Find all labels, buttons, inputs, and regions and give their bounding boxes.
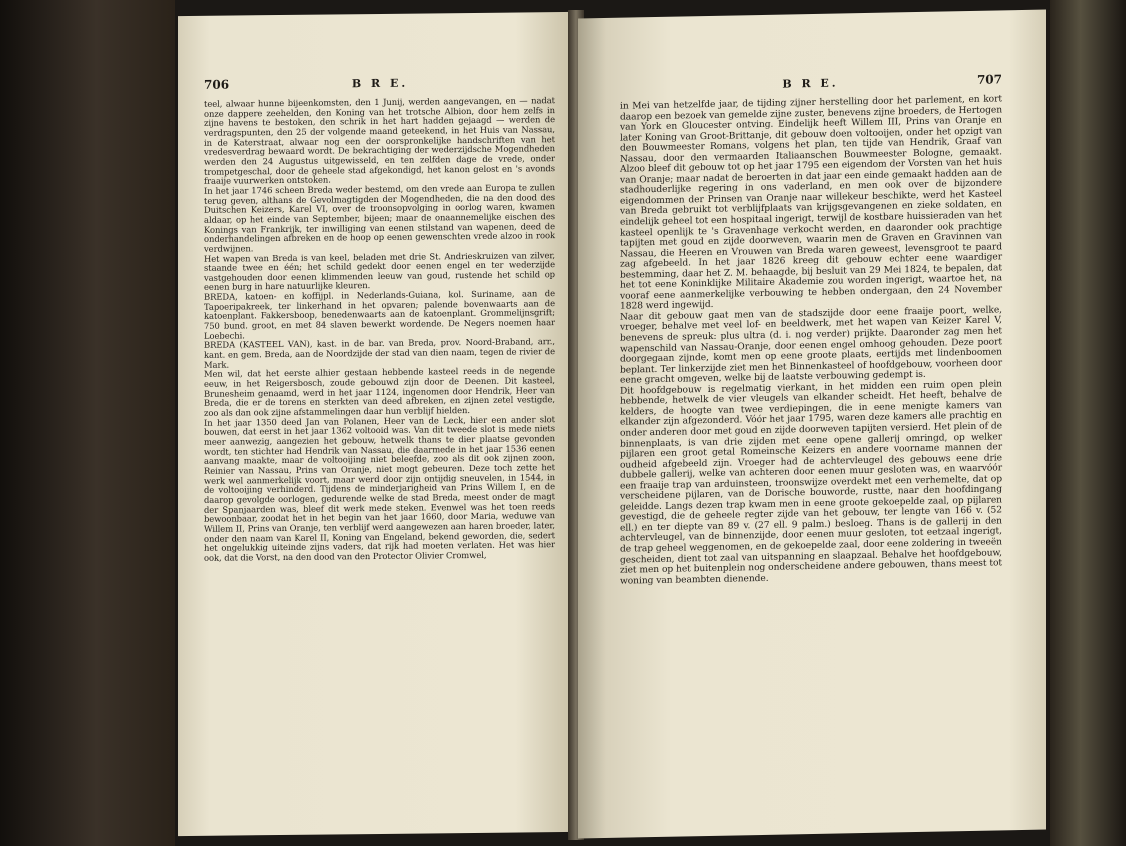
- right-page-body: in Mei van hetzelfde jaar, de tijding zijner herstelling door het parlement, en kort daarop een bezoek van gemelde zijne zuster, benevens zijne broeders, de Hertogen van York en Gloucester ontving. Eindelijk heeft Willem III, Prins van Oranje en later Koning van Groot-Brittanje, dit gebouw doen voltooijen, onder het opzigt van den Bouwmeester Romans, volgens het plan, ten tijde van Hendrik, Graaf van Nassau, door den vermaarden Italiaanschen Bouwmeester Bologne, gemaakt. Alzoo bleef dit gebouw tot op het jaar 1795 een eigendom der Vorsten van het huis van Oranje; maar nadat de beroerten in dat jaar een einde gemaakt hadden aan de stadhouderlijke regering in ons vaderland, en men ook over de bijzondere eigendommen der Prinsen van Oranje naar willekeur beschikte, werd het Kasteel van Breda gebruikt tot verblijfplaats van krijgsgevangenen en zieke soldaten, en eindelijk geheel tot een hospitaal ingerigt, terwijl de kostbare huissieraden van het kasteel openlijk te 's Gravenhage verkocht werden, en daaronder ook prachtige tapijten met goud en zijde doorweven, waarin men de Graven en Gravinnen van Nassau, die Heeren en Vrouwen van Breda waren geweest, levensgroot te paard zag afgebeeld. In het jaar 1826 kreeg dit gebouw echter eene waardiger bestemming, daar het Z. M. behaagde, bij besluit van 29 Mei 1824, te bepalen, dat het tot eene Koninklijke Militaire Akademie zou worden ingerigt, waartoe het, na vooraf eene aanmerkelijke verbouwing te hebben ondergaan, den 24 November 1828 werd ingewijd. Naar dit gebouw gaat men van de stadszijde door eene fraaije poort, welke, vroeger, behalve met veel lof- en beeldwerk, met het wapen van Keizer Karel V, benevens de spreuk: plus ultra (d. i. nog verder) prijkte. Daaronder zag men het wapenschild van Nassau-Oranje, door eenen engel omhoog gehouden. Deze poort doorgegaan zijnde, komt men op eene groote plaats, eertijds met lindenboomen beplant. Ter linkerzijde ziet men het Binnenkasteel of hoofdgebouw, voorheen door eene gracht omgeven, welke bij de laatste verbouwing gedempt is. Dit hoofdgebouw is regelmatig vierkant, in het midden een ruim open plein hebbende, hetwelk de vier vleugels van elkander scheidt. Het heeft, behalve de kelders, de hoogte van twee verdiepingen, die in eene menigte kamers van elkander zijn afgezonderd. Vóór het jaar 1795, waren deze kamers alle prachtig en onder anderen door met goud en zijde doorweven tapijten versierd. Het plein of de binnenplaats, is van drie zijden met eene opene gallerij omringd, op welker pijlaren een groot getal Romeinsche Keizers en andere voorname mannen der oudheid afgebeeld zijn. Vroeger had de achtervleugel des gebouws eene drie dubbele gallerij, welke van achteren door eenen muur gesloten was, en waarvóór een fraaije trap van arduinsteen, troonswijze overdekt met een verhemelte, dat op verscheidene pijlaren, van de Dorische bouworde, rustte, naar den hoofdingang geleidde. Langs dezen trap kwam men in eene groote gekoepelde zaal, op pijlaren gevestigd, die de geheele regter zijde van het gebouw, ter lengte van 166 v. (52 ell.) en ter diepte van 89 v. (27 ell. 9 palm.) besloeg. Thans is de gallerij in den achtervleugel, van de binnenzijde, door eenen muur gesloten, tot eetzaal ingerigt, de trap geheel weggenomen, en de gekoepelde zaal, door eene zoldering in tweeën gescheiden, dient tot zaal van uitspanning en slaapzaal. Behalve het hoofdgebouw, ziet men op het buitenplein nog onderscheidene andere gebouwen, thans meest tot woning van beambten dienende.: [620, 94, 1002, 587]
- left-page-number: 706: [204, 77, 230, 92]
- right-page-number: 707: [976, 72, 1002, 87]
- right-running-head: B R E.: [782, 76, 839, 91]
- left-page: [178, 12, 575, 836]
- book-right-edge: [1050, 0, 1126, 846]
- left-running-head: B R E.: [351, 76, 409, 91]
- book-left-edge: [0, 0, 175, 846]
- right-page: [578, 10, 1046, 839]
- left-page-body: teel, alwaar hunne bijeenkomsten, den 1 Junij, werden aangevangen, en — nadat onze dappere zeehelden, den Koning van het trotsche Albion, door hem zelfs in zijne havens te bestoken, den schrik in het hart hadden gejaagd — werden de verdragspunten, den 25 der volgende maand geteekend, in het Huis van Nassau, in de Katerstraat, alwaar nog een der oorspronkelijke handschriften van het vredesverdrag bewaard wordt. De bekrachtiging der wederzijdsche Mogendheden werden den 24 Augustus uitgewisseld, en ten zelfden dage de vrede, onder trompetgeschal, door de geheele stad afgekondigd, het kanon gelost en 's avonds fraaije vuurwerken ontstoken. In het jaar 1746 scheen Breda weder bestemd, om den vrede aan Europa te zullen terug geven, althans de Gevolmagtigden der Mogendheden, die na den dood des Duitschen Keizers, Karel VI, over de troonsopvolging in oorlog waren, kwamen aldaar, op het einde van September, bijeen; maar de onaannemelijke eischen des Konings van Frankrijk, ter inwilliging van eenen stilstand van wapenen, deed de onderhandelingen afbreken en de hoop op eenen gewenschten vrede alzoo in rook verdwijnen. Het wapen van Breda is van keel, beladen met drie St. Andrieskruizen van zilver, staande twee en één; het schild gedekt door eenen engel en ter wederzijde vastgehouden door eenen klimmenden leeuw van goud, rustende het schild op eenen burg in hare natuurlijke kleuren. BREDA, katoen- en koffijpl. in Nederlands-Guiana, kol. Suriname, aan de Tapoeripakreek, ter linkerhand in het opvaren; palende bovenwaarts aan de katoenplant. Fakkersboop, benedenwaarts aan de katoenplant. Grommelijnsgrift; 750 bund. groot, en met 84 slaven bewerkt wordende. De Negers noemen haar Loebechi. BREDA (KASTEEL VAN), kast. in de bar. van Breda, prov. Noord-Braband, arr., kant. en gem. Breda, aan de Noordzijde der stad van dien naam, tegen de rivier de Mark. Men wil, dat het eerste alhier gestaan hebbende kasteel reeds in de negende eeuw, in het Reigersbosch, zoude gebouwd zijn door de Deenen. Dit kasteel, Brunesheim genaamd, werd in het jaar 1124, ingenomen door Hendrik, Heer van Breda, die er de torens en sterkten van deed afbreken, en zijnen zetel vestigde, zoo als dan ook zijne afstammelingen daar hun verblijf hielden. In het jaar 1350 deed Jan van Polanen, Heer van de Leck, hier een ander slot bouwen, dat eerst in het jaar 1362 voltooid was. Van dit tweede slot is mede niets meer aanwezig, aangezien het gebouw, hetwelk thans te dier plaatse gevonden wordt, ten stichter had Hendrik van Nassau, die daarmede in het jaar 1536 eenen aanvang maakte, maar de voltooijing niet beleefde, zoo als dit ook zijnen zoon, Reinier van Nassau, Prins van Oranje, niet mogt gebeuren. Deze toch zette het werk wel aanmerkelijk voort, maar werd door zijn ontijdig sneuvelen, in 1544, in de voltooijing verhinderd. Tijdens de minderjarigheid van Prins Willem I, en de daarop gevolgde oorlogen, gedurende welke de stad Breda, meest onder de magt der Spanjaarden was, bleef dit werk mede steken. Evenwel was het toen reeds bewoonbaar, zoodat het in het begin van het jaar 1660, door Maria, weduwe van Willem II, Prins van Oranje, ten verblijf werd aangewezen aan haren broeder, later, onder den naam van Karel II, Koning van Engeland, bekend geworden, die, sedert het ongelukkig uiteinde zijns vaders, dat rijk had moeten verlaten. Het was hier ook, dat die Vorst, na den dood van den Protector Olivier Cromwel,: [204, 95, 555, 563]
